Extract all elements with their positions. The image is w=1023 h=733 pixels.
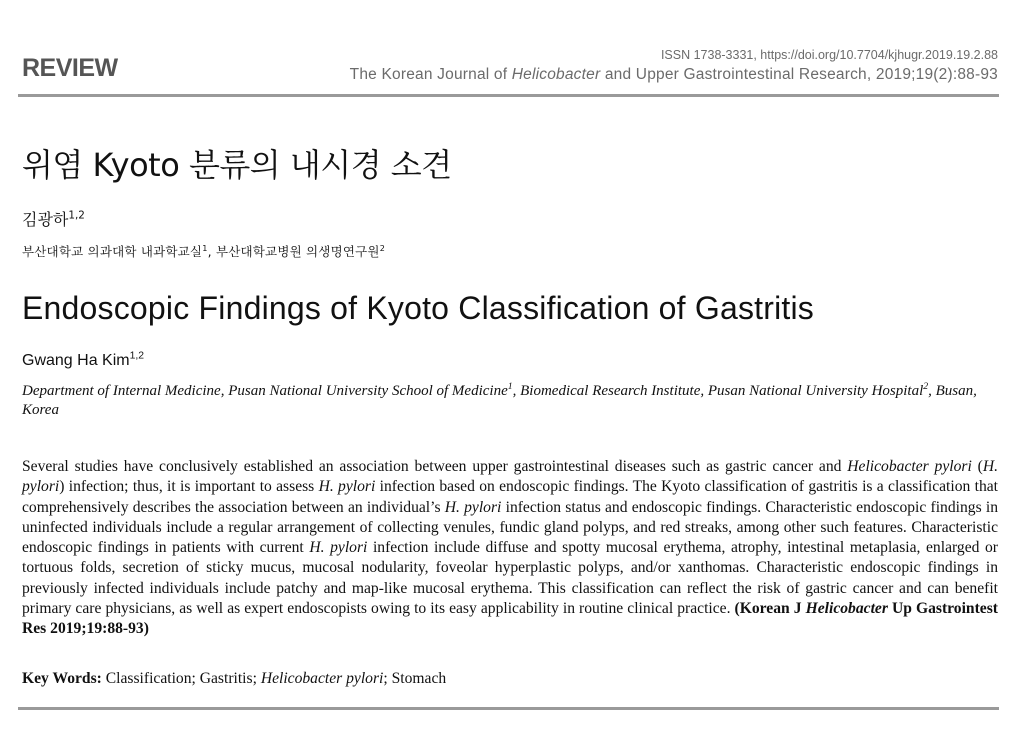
english-affiliation — [22, 382, 992, 420]
header-row — [22, 46, 998, 90]
english-affil-2-sup: 2 — [923, 381, 929, 392]
journal-suffix: and Upper Gastrointestinal Research, 2019;19(2):88-93 — [600, 66, 998, 83]
korean-author — [22, 207, 85, 230]
korean-title: 위염 Kyoto 분류의 내시경 소견 — [22, 146, 452, 184]
abstract-text: ( — [971, 458, 983, 475]
section-label: REVIEW — [22, 54, 118, 82]
journal-italic-name: Helicobacter — [511, 66, 601, 83]
journal-meta — [350, 46, 998, 86]
english-affil-3: , Busan, Korea — [22, 383, 977, 418]
header-divider — [18, 94, 999, 97]
english-author-sup: 1,2 — [129, 350, 145, 362]
korean-affil-2-sup: 2 — [379, 242, 386, 253]
korean-author-name: 김광하 — [22, 210, 69, 229]
abstract-text: infection status and endoscopic findings. Characteristic endoscopic findings in uninfected individuals include a regular arrangement of collecting venules, fundic gland polyps, and red streaks, among other such features. Characteristic endoscopic findings in patients with current — [22, 498, 998, 557]
issn-doi-line: ISSN 1738-3331, https://doi.org/10.7704/kjhugr.2019.19.2.88 — [660, 48, 998, 62]
abstract — [22, 457, 998, 640]
keywords-label: Key Words: — [22, 670, 102, 687]
citation-italic: Helicobacter — [805, 600, 888, 618]
korean-affil-1: 부산대학교 의과대학 내과학교실 — [22, 244, 203, 259]
keywords-text: Classification; Gastritis; — [101, 670, 261, 687]
korean-affil-1-sup: 1 — [202, 242, 208, 253]
english-title: Endoscopic Findings of Kyoto Classification of Gastritis — [22, 290, 814, 326]
journal-citation-line — [350, 64, 998, 86]
footer-divider — [18, 707, 999, 710]
english-affil-1: Department of Internal Medicine, Pusan National University School of Medicine — [22, 383, 508, 399]
korean-author-sup: 1,2 — [68, 209, 85, 222]
keywords — [22, 670, 446, 688]
abstract-italic: H. pylori — [309, 539, 368, 557]
abstract-text: infection include diffuse and spotty mucosal erythema, atrophy, intestinal metaplasia, enlarged or tortuous folds, secretion of sticky mucus, mucosal nodularity, foveolar hyperplastic polyps, and/or xanthomas. Characteristic endoscopic findings in previously infected individuals include patchy and map-like mucosal erythema. This classification can reflect the risk of gastric cancer and can benefit primary care physicians, as well as expert endoscopists owing to its easy applicability in routine clinical practice. — [22, 539, 998, 618]
abstract-text: infection based on endoscopic findings. The Kyoto classification of gastritis is a classification that comprehensively describes the association between an individual’s — [22, 478, 998, 516]
keywords-text: ; Stomach — [383, 670, 447, 687]
korean-affiliation — [22, 242, 385, 260]
abstract-italic: H. pylori — [444, 498, 502, 516]
abstract-text: ) infection; thus, it is important to assess — [59, 478, 319, 496]
english-affil-2: , Biomedical Research Institute, Pusan National University Hospital — [512, 383, 924, 399]
abstract-text: Several studies have conclusively established an association between upper gastrointestinal diseases such as gastric cancer and — [22, 458, 848, 475]
citation-text: Up Gastrointest Res 2019;19:88-93) — [22, 600, 998, 638]
journal-prefix: The Korean Journal of — [349, 66, 512, 83]
abstract-italic: H. pylori — [318, 478, 376, 496]
keywords-italic: Helicobacter pylori — [260, 670, 384, 687]
korean-affil-sep: , — [207, 244, 216, 259]
korean-affil-2: 부산대학교병원 의생명연구원 — [215, 244, 380, 259]
english-affil-1-sup: 1 — [507, 381, 513, 392]
citation-text: (Korean J — [734, 600, 806, 618]
english-author-name: Gwang Ha Kim — [22, 352, 130, 369]
abstract-italic: H. pylori — [22, 458, 998, 496]
english-author — [22, 352, 144, 370]
abstract-italic: Helicobacter pylori — [847, 458, 972, 475]
